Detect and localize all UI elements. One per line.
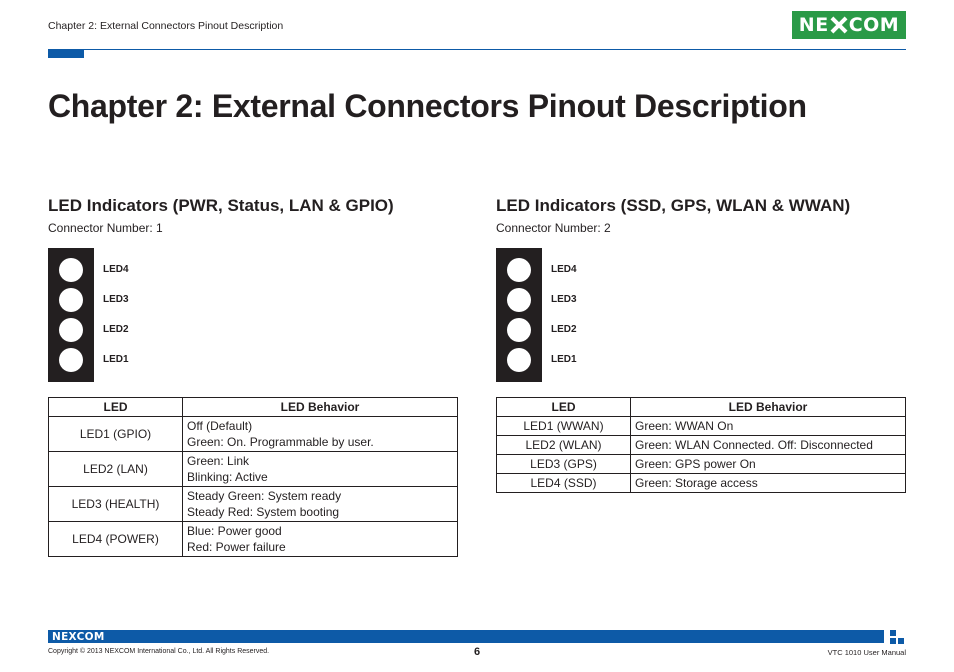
table-row [49,522,458,557]
led-cell: LED2 (LAN) [49,452,183,487]
table-row [49,452,458,487]
behavior-line: Blue: Power good [187,524,282,538]
led-label: LED4 [551,264,577,275]
led-cell: LED3 (HEALTH) [49,487,183,522]
led-hole [59,318,83,342]
led-cell: LED1 (WWAN) [497,417,631,436]
nexcom-logo: NE COM [792,11,906,39]
led-connector-diagram [496,248,542,382]
led-cell: LED4 (SSD) [497,474,631,493]
led-hole [507,348,531,372]
led-cell: LED1 (GPIO) [49,417,183,452]
manual-name: VTC 1010 User Manual [827,648,906,657]
logo-x-icon [830,16,848,34]
column-header-led: LED [49,398,183,417]
led-hole [59,348,83,372]
behavior-line: Steady Red: System booting [187,505,340,519]
table-row [49,487,458,522]
table-header-row [497,398,906,417]
connector-number: Connector Number: 2 [496,221,611,235]
column-header-behavior: LED Behavior [631,398,906,417]
copyright-text: Copyright © 2013 NEXCOM International Co., Ltd. All Rights Reserved. [48,648,270,655]
section-heading: LED Indicators (PWR, Status, LAN & GPIO) [48,196,394,215]
behavior-cell: Green: WLAN Connected. Off: Disconnected [631,436,906,455]
led-connector-diagram [48,248,94,382]
behavior-line: Red: Power failure [187,540,286,554]
led-hole [507,318,531,342]
behavior-line: Green: On. Programmable by user. [187,435,374,449]
behavior-line: Blinking: Active [187,470,268,484]
led-hole [507,258,531,282]
behavior-cell: Green: GPS power On [631,455,906,474]
behavior-cell [183,417,458,452]
led-label: LED2 [103,324,129,335]
footer-bar [48,630,884,643]
table-row [497,474,906,493]
footer-logo: NEXCOM [52,631,105,643]
table-row [497,455,906,474]
led-cell: LED4 (POWER) [49,522,183,557]
table-row [497,436,906,455]
behavior-line: Steady Green: System ready [187,489,342,503]
led-hole [59,258,83,282]
table-header-row [49,398,458,417]
led-label: LED3 [551,294,577,305]
led-behavior-table [48,397,458,557]
page-number: 6 [473,646,481,658]
column-header-led: LED [497,398,631,417]
connector-number: Connector Number: 1 [48,221,163,235]
table-row [497,417,906,436]
led-label: LED1 [551,354,577,365]
led-label: LED4 [103,264,129,275]
led-label: LED3 [103,294,129,305]
led-hole [507,288,531,312]
led-section-ssd-gps-wlan-wwan [496,196,906,490]
footer-square-icon [890,638,896,644]
footer-square-icon [898,638,904,644]
running-header: Chapter 2: External Connectors Pinout Description [48,20,284,32]
behavior-line: Off (Default) [187,419,253,433]
led-cell: LED3 (GPS) [497,455,631,474]
header-tab-marker [48,50,84,58]
behavior-cell: Green: Storage access [631,474,906,493]
behavior-cell [183,487,458,522]
behavior-cell [183,522,458,557]
page-title: Chapter 2: External Connectors Pinout Description [48,88,807,124]
led-section-pwr-status-lan-gpio [48,196,458,554]
behavior-cell [183,452,458,487]
section-heading: LED Indicators (SSD, GPS, WLAN & WWAN) [496,196,851,215]
behavior-cell: Green: WWAN On [631,417,906,436]
led-label: LED2 [551,324,577,335]
led-cell: LED2 (WLAN) [497,436,631,455]
header-rule [48,49,906,50]
table-row [49,417,458,452]
led-behavior-table [496,397,906,493]
column-header-behavior: LED Behavior [183,398,458,417]
led-label: LED1 [103,354,129,365]
led-hole [59,288,83,312]
footer-square-icon [890,630,896,636]
behavior-line: Green: Link [187,454,250,468]
